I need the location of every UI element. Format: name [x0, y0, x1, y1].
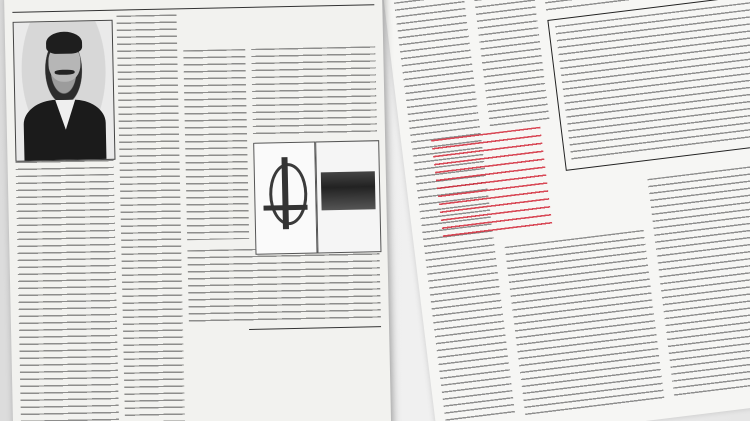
protest-article-headline [249, 331, 381, 334]
text-column [472, 0, 550, 128]
text-column [183, 49, 249, 240]
council-photo-box [315, 140, 381, 253]
portrait-photo [13, 20, 116, 162]
emblem-banner [253, 142, 317, 255]
photo-caption [16, 160, 114, 172]
emblem-crossbar [263, 205, 307, 211]
text-column [505, 230, 665, 416]
portrait-mustache [55, 70, 75, 75]
highlight-lines [431, 127, 552, 240]
portrait-hair [46, 31, 82, 54]
highlighted-passage [431, 127, 552, 240]
boxed-article [547, 0, 750, 171]
text-column [16, 174, 119, 421]
text-column [116, 14, 185, 421]
text-column [251, 46, 377, 137]
text-column [647, 159, 750, 397]
council-title [316, 147, 378, 148]
sub-headline [184, 8, 374, 12]
boxed-article-text [555, 0, 750, 163]
front-newspaper-page [4, 0, 391, 421]
back-newspaper-page [380, 0, 750, 421]
protest-article-kicker [249, 331, 381, 334]
crowd-photo [321, 171, 376, 210]
protest-article-box [249, 326, 383, 408]
text-column [187, 246, 381, 325]
